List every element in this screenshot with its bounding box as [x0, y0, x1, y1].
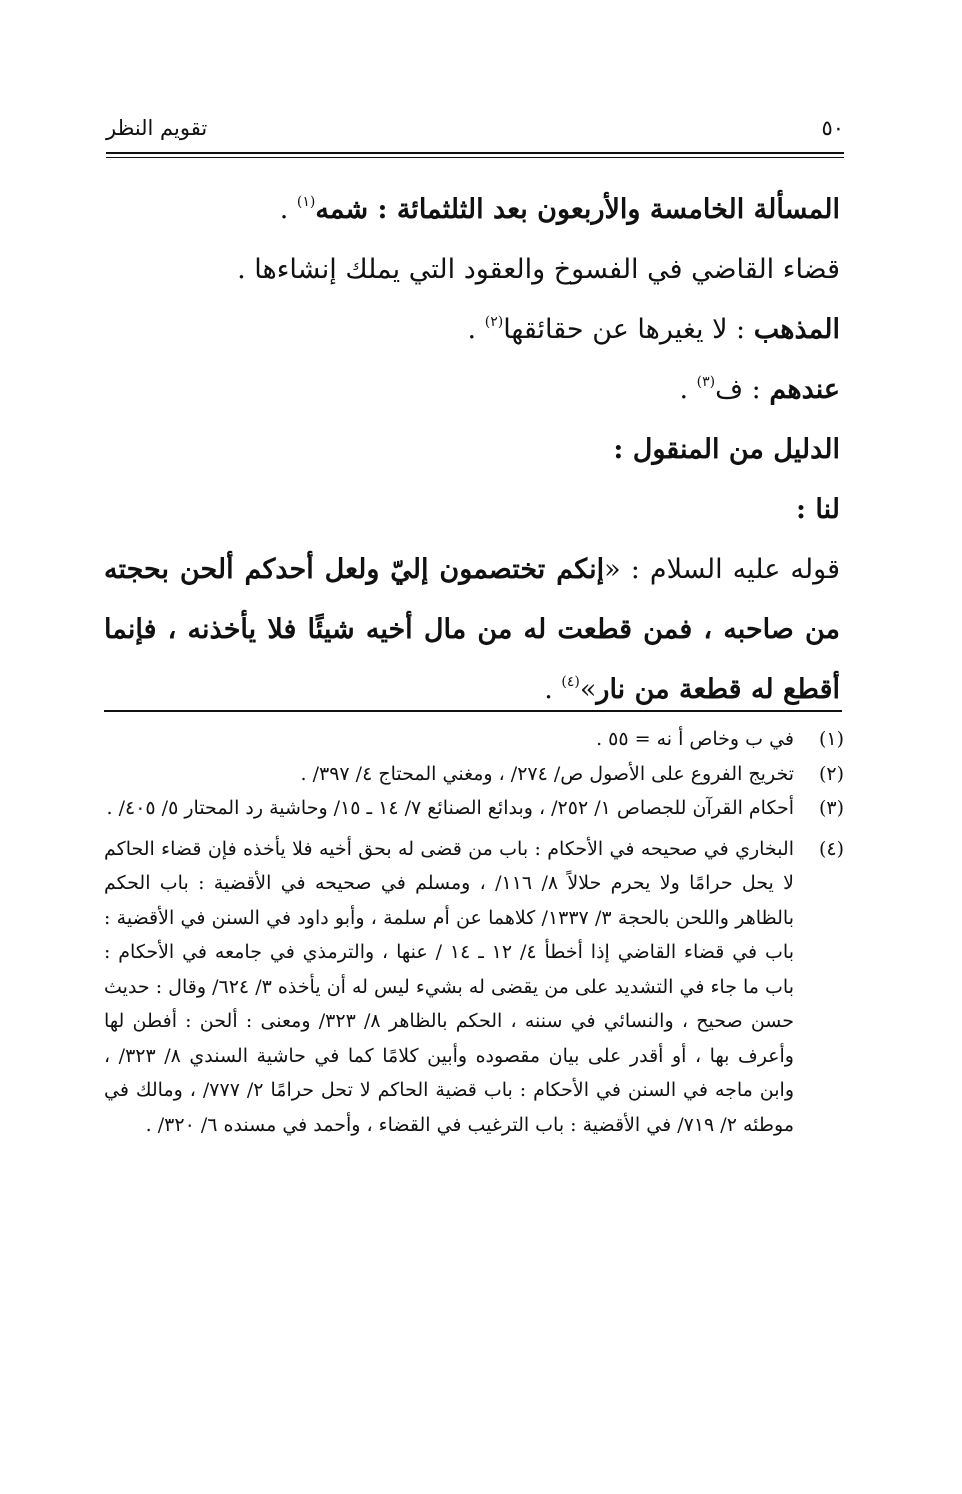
footnote-ref-1[interactable]: (١): [296, 194, 316, 210]
header-rule: [106, 152, 844, 158]
madhhab-line: [104, 300, 840, 360]
running-header: [106, 112, 844, 148]
footnote-ref-3[interactable]: (٣): [696, 374, 716, 390]
madhhab-text: : لا يغيرها عن حقائقها: [503, 314, 754, 345]
footnote-ref-4[interactable]: (٤): [561, 674, 580, 690]
lana-label: لنا :: [796, 494, 840, 525]
footnote-text: البخاري في صحيحه في الأحكام : باب من قضى له بحق أخيه فلا يأخذه فإن قضاء الحاكم لا يحل حرامًا ولا يحرم حلالاً ٨/ ١١٦/ ، ومسلم في صحيحه في الأقضية : باب الحكم بالظاهر واللحن بالحجة ٣/ ١٣٣٧/ كلاهما عن أم سلمة ، وأبو داود في السنن في الأقضية : باب في قضاء القاضي إذا أخطأ ٤/ ١٢ ـ ١٤ / عنها ، والترمذي في جامعه في الأحكام : باب ما جاء في التشديد على من يقضى له بشيء ليس له أن يأخذه ٣/ ٦٢٤/ وقال : حديث حسن صحيح ، والنسائي في سننه ، الحكم بالظاهر ٨/ ٣٢٣/ ومعنى : ألحن : أفطن لها وأعرف بها ، أو أقدر على بيان مقصوده وأبين كلامًا كما في حاشية السندي ٨/ ٣٢٣/ ، وابن ماجه في السنن في الأحكام : باب قضية الحاكم لا تحل حرامًا ٢/ ٧٧٧/ ، ومالك في موطئه ٢/ ٧١٩/ في الأقضية : باب الترغيب في القضاء ، وأحمد في مسنده ٦/ ٣٢٠/ .: [104, 837, 795, 1136]
footnote-number: (٤): [818, 837, 844, 860]
footnote-number: (٢): [818, 762, 844, 785]
lana-line: [104, 480, 840, 540]
footnote-item: [104, 722, 844, 757]
indahum-end: .: [679, 374, 697, 405]
footnote-text: تخريج الفروع على الأصول ص/ ٢٧٤/ ، ومغني المحتاج ٤/ ٣٩٧/ .: [300, 762, 794, 785]
footnote-item: [104, 832, 844, 1143]
madhhab-end: .: [467, 314, 485, 345]
indahum-line: [104, 360, 840, 420]
footnote-text: في ب وخاص أ نه = ٥٥ .: [596, 728, 794, 750]
indahum-text: : ف: [715, 374, 770, 405]
footnote-number: (١): [818, 728, 844, 750]
quote-end: .: [544, 674, 562, 705]
footnote-number: (٣): [818, 797, 844, 819]
page-number: ٥٠: [821, 116, 844, 140]
footnote-item: [104, 791, 844, 826]
quote-close: »: [579, 674, 597, 705]
issue-heading-end: .: [279, 194, 297, 225]
madhhab-label: المذهب: [753, 314, 840, 345]
topic-line: قضاء القاضي في الفسوخ والعقود التي يملك إنشاءها .: [237, 254, 840, 285]
hadith-quote: إنكم تختصمون إليّ ولعل أحدكم ألحن بحجته من صاحبه ، فمن قطعت له من مال أخيه شيئًا فلا يأخذنه ، فإنما أقطع له قطعة من نار: [104, 554, 840, 705]
footnotes: [104, 722, 844, 1142]
footnote-ref-2[interactable]: (٢): [484, 314, 504, 330]
quote-intro: قوله عليه السلام : «: [604, 554, 840, 585]
evidence-heading-line: [104, 420, 840, 480]
indahum-label: عندهم: [769, 374, 840, 405]
evidence-heading: الدليل من المنقول :: [613, 434, 840, 465]
footnote-separator: [104, 710, 842, 712]
hadith-paragraph: [104, 540, 840, 720]
book-title: تقويم النظر: [106, 116, 208, 140]
main-text: [104, 180, 840, 720]
issue-heading: المسألة الخامسة والأربعون بعد الثلثمائة : شمه: [315, 194, 840, 225]
footnote-text: أحكام القرآن للجصاص ١/ ٢٥٢/ ، وبدائع الصنائع ٧/ ١٤ ـ ١٥/ وحاشية رد المحتار ٥/ ٤٠٥/ .: [106, 797, 794, 819]
issue-heading-line: [104, 180, 840, 240]
footnote-item: [104, 757, 844, 792]
